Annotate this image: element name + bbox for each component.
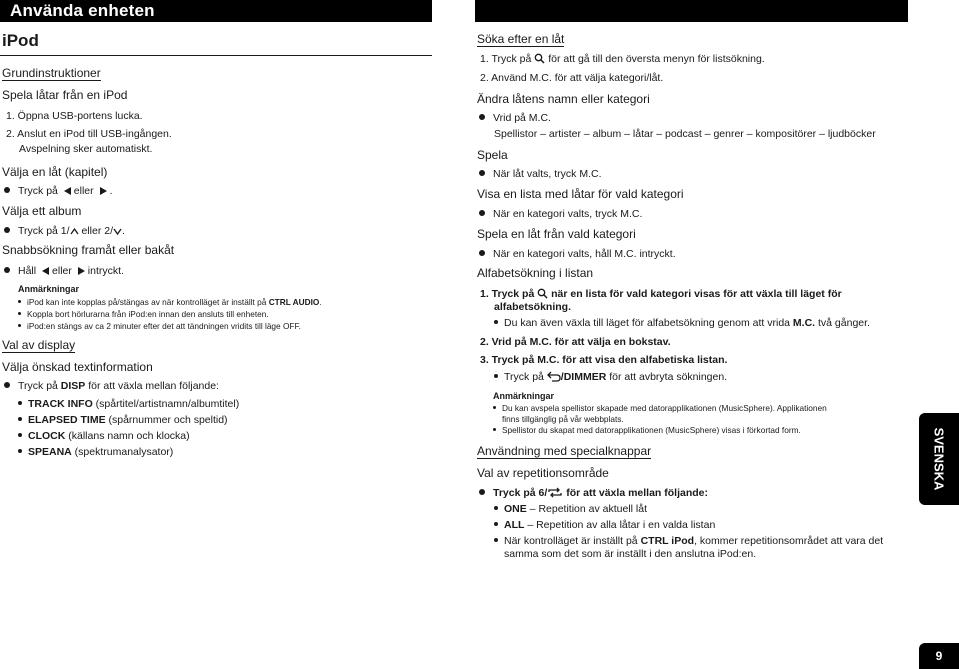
alpha-heading: Alfabetsökning i listan	[477, 266, 594, 280]
right-arrow-icon	[78, 267, 85, 275]
note-2: Koppla bort hörlurarna från iPod:en innan den ansluts till enheten.	[18, 308, 269, 320]
search-heading: Söka efter en låt	[477, 32, 565, 46]
page-header-title: Använda enheten	[10, 1, 155, 20]
track-instruction: Tryck på eller .	[4, 185, 112, 197]
left-arrow-icon	[42, 267, 49, 275]
play-instruction: När låt valts, tryck M.C.	[479, 168, 602, 180]
ctrl-ipod-note-cont: samma som det som är inställt i den anslutna iPod:en.	[504, 548, 757, 560]
bullet-icon	[4, 382, 10, 388]
album-heading: Välja ett album	[2, 204, 82, 218]
display-option: TRACK INFO (spårtitel/artistnamn/albumtitel)	[18, 398, 239, 410]
fast-search-heading: Snabbsökning framåt eller bakåt	[2, 243, 175, 257]
display-heading: Val av display	[2, 338, 76, 352]
basic-heading: Grundinstruktioner	[2, 66, 101, 80]
bullet-icon	[479, 210, 485, 216]
section-title: iPod	[2, 31, 39, 50]
repeat-instruction: Tryck på 6/ för att växla mellan följande:	[479, 487, 708, 499]
header-bar-right	[475, 0, 908, 22]
step-2-sub: Avspelning sker automatiskt.	[19, 143, 153, 155]
album-instruction: Tryck på 1/ eller 2/ .	[4, 225, 125, 237]
alpha-step-3: 3. Tryck på M.C. för att visa den alfabetiska listan.	[480, 354, 728, 366]
display-option: CLOCK (källans namn och klocka)	[18, 430, 190, 442]
right-arrow-icon	[100, 187, 107, 195]
display-instruction: Tryck på DISP för att växla mellan följande:	[4, 380, 219, 392]
alpha-step-1-cont: alfabetsökning.	[494, 301, 572, 313]
display-option: ELAPSED TIME (spårnummer och speltid)	[18, 414, 228, 426]
special-heading: Användning med specialknappar	[477, 444, 652, 458]
search-icon	[537, 288, 548, 299]
up-chevron-icon	[70, 227, 79, 236]
repeat-option-one: ONE – Repetition av aktuell låt	[494, 503, 647, 515]
right-note-2: Spellistor du skapat med datorapplikationen (MusicSphere) visas i förkortad form.	[493, 424, 801, 436]
bullet-icon	[4, 227, 10, 233]
bullet-icon	[479, 250, 485, 256]
track-heading: Välja en låt (kapitel)	[2, 165, 108, 179]
alpha-step-1: 1. Tryck på när en lista för vald kategori visas för att växla till läget för	[480, 288, 842, 300]
change-heading: Ändra låtens namn eller kategori	[477, 92, 650, 106]
note-3: iPod:en stängs av ca 2 minuter efter det att tändningen vridits till läge OFF.	[18, 320, 301, 332]
search-step-2: 2. Använd M.C. för att välja kategori/låt.	[480, 72, 664, 84]
notes-heading: Anmärkningar	[18, 284, 80, 294]
down-chevron-icon	[113, 227, 122, 236]
fast-search-instruction: Håll eller intryckt.	[4, 265, 124, 277]
repeat-heading: Val av repetitionsområde	[477, 466, 609, 480]
change-instruction: Vrid på M.C.	[479, 112, 551, 124]
repeat-icon	[547, 487, 563, 498]
notes-heading-right: Anmärkningar	[493, 391, 555, 401]
step-2: 2. Anslut en iPod till USB-ingången.	[6, 128, 172, 140]
play-heading: Spela låtar från en iPod	[2, 88, 128, 102]
play-heading-right: Spela	[477, 148, 508, 162]
category-list: Spellistor – artister – album – låtar – podcast – genrer – kompositörer – ljudböcker	[494, 128, 876, 140]
bullet-icon	[4, 267, 10, 273]
bullet-icon	[479, 114, 485, 120]
right-note-1-cont: finns tillgänglig på vår webbplats.	[502, 414, 624, 424]
alpha-step-1-sub: Du kan även växla till läget för alfabetsökning genom att vrida M.C. två gånger.	[494, 317, 870, 329]
play-category-heading: Spela en låt från vald kategori	[477, 227, 636, 241]
right-note-1: Du kan avspela spellistor skapade med datorapplikationen (MusicSphere). Applikationen	[493, 402, 827, 414]
alpha-step-2: 2. Vrid på M.C. för att välja en bokstav.	[480, 336, 671, 348]
step-1: 1. Öppna USB-portens lucka.	[6, 110, 143, 122]
left-arrow-icon	[64, 187, 71, 195]
repeat-option-all: ALL – Repetition av alla låtar i en valda listan	[494, 519, 715, 531]
ctrl-ipod-note: När kontrolläget är inställt på CTRL iPod, kommer repetitionsområdet att vara det	[494, 535, 883, 547]
play-category-instruction: När en kategori valts, håll M.C. intryckt.	[479, 248, 676, 260]
show-list-instruction: När en kategori valts, tryck M.C.	[479, 208, 642, 220]
page-number: 9	[919, 643, 959, 669]
bullet-icon	[479, 170, 485, 176]
alpha-step-3-sub: Tryck på /DIMMER för att avbryta sökningen.	[494, 371, 727, 383]
section-rule	[0, 55, 432, 56]
note-1: iPod kan inte kopplas på/stängas av när kontrolläget är inställt på CTRL AUDIO.	[18, 296, 322, 308]
bullet-icon	[479, 489, 485, 495]
language-tab	[919, 413, 959, 505]
search-step-1: 1. Tryck på för att gå till den översta menyn för listsökning.	[480, 53, 765, 65]
return-icon	[547, 371, 561, 382]
search-icon	[534, 53, 545, 64]
bullet-icon	[4, 187, 10, 193]
language-tab-label: SVENSKA	[931, 427, 947, 491]
show-list-heading: Visa en lista med låtar för vald kategori	[477, 187, 684, 201]
display-option: SPEANA (spektrumanalysator)	[18, 446, 173, 458]
text-info-heading: Välja önskad textinformation	[2, 360, 153, 374]
